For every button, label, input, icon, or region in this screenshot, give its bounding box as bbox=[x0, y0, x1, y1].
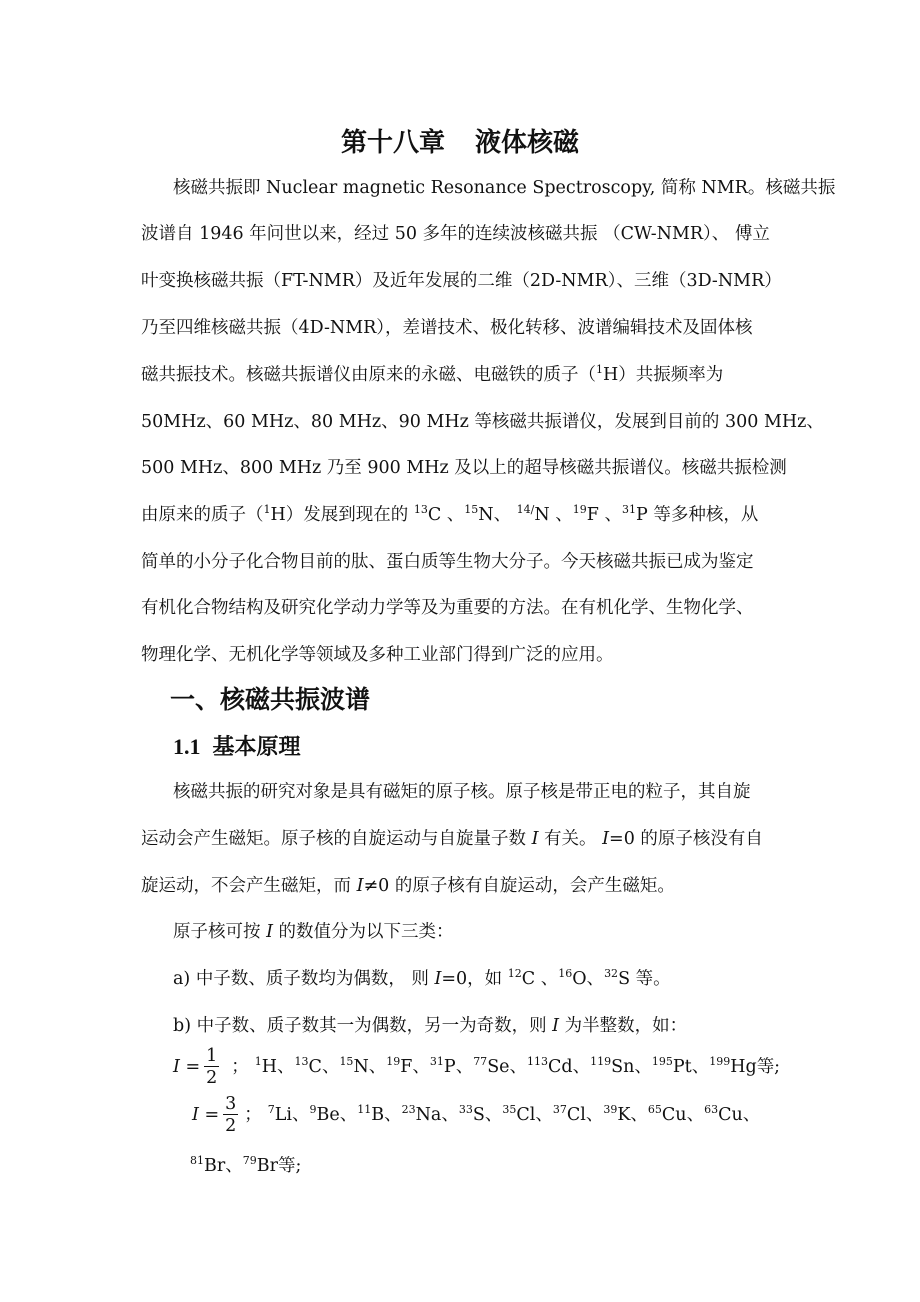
intro-line-11: 物理化学、无机化学等领域及多种工业部门得到广泛的应用。 bbox=[141, 645, 614, 665]
principle-line-4: 原子核可按 I 的数值分为以下三类： bbox=[173, 922, 454, 942]
equation-three-half-spin: I = $\frac{3}{2}$ ； $^7$Li、$^9$Be、$^{11}$B、$^{23}$Na、$^{33}$S、$^{35}$Cl、$^{37}$Cl、$^{39}$K、$^{65}$Cu、$^{63}$Cu、 bbox=[192, 1094, 761, 1136]
nuclide: $^{35}$Cl bbox=[502, 1103, 536, 1125]
intro-line-5: 磁共振技术。核磁共振谱仪由原来的永磁、电磁铁的质子（$^1$H）共振频率为 bbox=[141, 363, 724, 385]
nuclide: $^{79}$Br bbox=[242, 1154, 278, 1176]
nuclide: $^{37}$Cl bbox=[552, 1103, 586, 1125]
nuclide: $^{13}$C bbox=[294, 1055, 322, 1077]
eq2-tail: 等; bbox=[277, 1156, 302, 1176]
nuclide: $^{81}$Br bbox=[190, 1154, 226, 1176]
intro-line-8: 由原来的质子（$^1$H）发展到现在的 $^{13}$C 、$^{15}$N、 $^{14/}$N 、$^{19}$F 、$^{31}$P 等多种核，从 bbox=[141, 503, 759, 525]
nuclide: $^{195}$Pt bbox=[651, 1055, 692, 1077]
intro-line-10: 有机化合物结构及研究化学动力学等及为重要的方法。在有机化学、生物化学、 bbox=[141, 598, 754, 618]
intro-line-9: 简单的小分子化合物目前的肽、蛋白质等生物大分子。今天核磁共振已成为鉴定 bbox=[141, 552, 754, 572]
nuclide: $^{23}$Na bbox=[401, 1103, 442, 1125]
nuclide: $^{199}$Hg bbox=[709, 1055, 757, 1077]
principle-line-1: 核磁共振的研究对象是具有磁矩的原子核。原子核是带正电的粒子，其自旋 bbox=[173, 782, 751, 802]
equation-half-spin: I = $\frac{1}{2}$ ； $^1$H、$^{13}$C、$^{15}$N、$^{19}$F、$^{31}$P、$^{77}$Se、$^{113}$Cd、$^{119}$Sn、$^{195}$Pt、$^{199}$Hg等; bbox=[173, 1046, 781, 1088]
intro-line-7: 500 MHz、800 MHz 乃至 900 MHz 及以上的超导核磁共振谱仪。核磁共振检测 bbox=[141, 458, 787, 478]
intro-line-2: 波谱自 1946 年问世以来，经过 50 多年的连续波核磁共振 （CW-NMR）、 傅立 bbox=[141, 224, 770, 244]
nuclide: $^{113}$Cd bbox=[527, 1055, 573, 1077]
eq1-tail: 等; bbox=[756, 1057, 781, 1077]
eq2-lhs: I = bbox=[192, 1105, 220, 1125]
nuclide: $^{39}$K bbox=[603, 1103, 631, 1125]
nuclide: $^{119}$Sn bbox=[590, 1055, 635, 1077]
class-b-line: b) 中子数、质子数其一为偶数，另一为奇数，则 I 为半整数，如： bbox=[173, 1016, 688, 1036]
nuclide: $^{31}$P bbox=[429, 1055, 456, 1077]
principle-line-2: 运动会产生磁矩。原子核的自旋运动与自旋量子数 I 有关。 I=0 的原子核没有自 bbox=[141, 829, 763, 849]
nuclide: $^1$H bbox=[254, 1055, 278, 1077]
eq2-nuclide-list: $^7$Li、$^9$Be、$^{11}$B、$^{23}$Na、$^{33}$S、$^{35}$Cl、$^{37}$Cl、$^{39}$K、$^{65}$Cu、$^{63}$Cu、 bbox=[267, 1103, 761, 1125]
section-heading-1: 一、核磁共振波谱 bbox=[170, 685, 371, 714]
eq1-lhs: I = bbox=[173, 1057, 201, 1077]
nuclide: $^{65}$Cu bbox=[647, 1103, 687, 1125]
intro-line-3: 叶变换核磁共振（FT-NMR）及近年发展的二维（2D-NMR）、三维（3D-NMR） bbox=[141, 271, 782, 291]
principle-line-3: 旋运动，不会产生磁矩，而 I≠0 的原子核有自旋运动，会产生磁矩。 bbox=[141, 876, 675, 896]
section-heading-1-1: 1.1 基本原理 bbox=[173, 734, 301, 760]
eq2-fraction: $\frac{3}{2}$ bbox=[225, 1094, 237, 1136]
class-a-line: a) 中子数、质子数均为偶数， 则 I=0，如 $^{12}$C 、$^{16}$O、$^{32}$S 等。 bbox=[173, 967, 671, 989]
chapter-number: 第十八章 bbox=[340, 128, 445, 158]
nuclide: $^{33}$S bbox=[458, 1103, 485, 1125]
eq1-fraction: $\frac{1}{2}$ bbox=[206, 1046, 218, 1088]
chapter-name: 液体核磁 bbox=[475, 128, 580, 158]
intro-line-6: 50MHz、60 MHz、80 MHz、90 MHz 等核磁共振谱仪，发展到目前的 300 MHz、 bbox=[141, 412, 824, 432]
nuclide: $^7$Li bbox=[267, 1103, 292, 1125]
eq1-nuclide-list: $^1$H、$^{13}$C、$^{15}$N、$^{19}$F、$^{31}$P、$^{77}$Se、$^{113}$Cd、$^{119}$Sn、$^{195}$Pt、$^{199}$Hg bbox=[254, 1055, 757, 1077]
intro-line-1: 核磁共振即 Nuclear magnetic Resonance Spectroscopy, 简称 NMR。核磁共振 bbox=[173, 178, 836, 198]
chapter-title bbox=[0, 122, 920, 159]
eq2-nuclide-list-cont: $^{81}$Br、$^{79}$Br bbox=[190, 1154, 278, 1176]
nuclide: $^{63}$Cu bbox=[704, 1103, 743, 1125]
nuclide: $^{15}$N bbox=[339, 1055, 369, 1077]
nuclide: $^{77}$Se bbox=[473, 1055, 510, 1077]
nuclide: $^9$Be bbox=[309, 1103, 340, 1125]
equation-three-half-spin-cont bbox=[190, 1152, 301, 1177]
nuclide: $^{19}$F bbox=[386, 1055, 413, 1077]
nuclide: $^{11}$B bbox=[357, 1103, 385, 1125]
intro-line-4: 乃至四维核磁共振（4D-NMR），差谱技术、极化转移、波谱编辑技术及固体核 bbox=[141, 318, 753, 338]
